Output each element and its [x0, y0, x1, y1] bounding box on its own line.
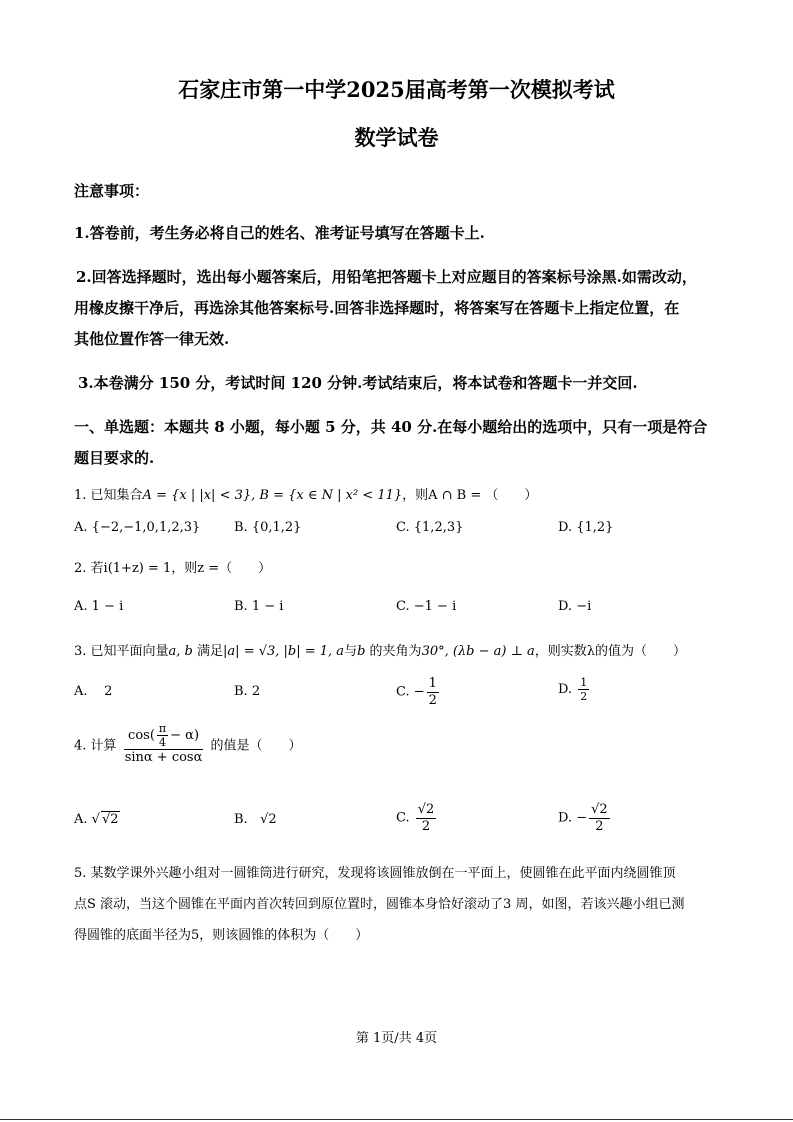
q2-option-c: C. −1 − i	[396, 599, 457, 614]
question-1-sets: A = {x | |x| < 3}, B = {x ∈ N | x² < 11}	[142, 488, 403, 503]
notice-item-1: 1.答卷前，考生务必将自己的姓名、准考证号填写在答题卡上.	[74, 224, 485, 242]
q2-option-a: A. 1 − i	[74, 599, 124, 614]
question-4: 4. 计算 cos( $\frac{\pi}{4}$ − α) sinα + cosα 的值是（ ）	[74, 722, 302, 766]
q1-option-a: A. {−2,−1,0,1,2,3}	[74, 520, 201, 535]
q4-expression: cos( $\frac{\pi}{4}$ − α) sinα + cosα	[124, 722, 203, 766]
q1-option-c: C. {1,2,3}	[396, 520, 464, 535]
exam-subtitle: 数学试卷	[354, 125, 439, 150]
q4-option-d: D. − $\frac{√2}{2}$	[558, 802, 608, 834]
q3-option-a: A. 2	[74, 684, 113, 699]
question-5-line-2: 点S 滚动，当这个圆锥在平面内首次转回到原位置时，圆锥本身恰好滚动了3 周，如图，若该兴趣小组已测	[74, 897, 685, 912]
q2-option-b: B. 1 − i	[234, 599, 284, 614]
question-5-line-3: 得圆锥的底面半径为5，则该圆锥的体积为（ ）	[74, 928, 369, 943]
question-1-prefix: 1. 已知集合	[74, 488, 143, 503]
notice-item-2-line-3: 其他位置作答一律无效.	[74, 330, 230, 348]
notice-item-2-line-1: 2.回答选择题时，选出每小题答案后，用铅笔把答题卡上对应题目的答案标号涂黑.如需改动，	[76, 268, 697, 286]
q3-option-b: B. 2	[234, 684, 261, 699]
notice-item-2-line-2: 用橡皮擦干净后，再选涂其他答案标号.回答非选择题时，将答案写在答题卡上指定位置，在	[74, 299, 680, 317]
q2-option-d: D. −i	[558, 599, 592, 614]
q3-option-d: D. $\frac{1}{2}$	[558, 676, 588, 704]
question-3: 3. 已知平面向量a, b 满足|a| = √3, |b| = 1, a与b 的夹角为30°, (λb − a) ⊥ a，则实数λ的值为（ ）	[74, 644, 686, 659]
question-2: 2. 若i(1+z) = 1，则z =（ ）	[74, 561, 272, 576]
q4-option-b: B. √2	[234, 812, 277, 827]
section-1-heading-line-1: 一、单选题：本题共 8 小题，每小题 5 分，共 40 分.在每小题给出的选项中，只有一项是符合	[74, 418, 708, 436]
question-1-suffix: ，则A ∩ B = （ ）	[402, 488, 538, 503]
notice-item-3: 3.本卷满分 150 分，考试时间 120 分钟.考试结束后，将本试卷和答题卡一并交回.	[78, 374, 638, 392]
q1-option-d: D. {1,2}	[558, 520, 614, 535]
q4-option-c: C. $\frac{√2}{2}$	[396, 802, 435, 834]
page-bottom-rule	[0, 1119, 793, 1120]
q4-option-a: A. √ √2	[74, 812, 119, 827]
section-1-heading-line-2: 题目要求的.	[74, 449, 155, 467]
exam-title: 石家庄市第一中学2025届高考第一次模拟考试	[178, 77, 615, 102]
question-1	[74, 484, 537, 503]
q1-option-b: B. {0,1,2}	[234, 520, 302, 535]
page-footer: 第 1页/共 4页	[355, 1031, 438, 1046]
question-5-line-1: 5. 某数学课外兴趣小组对一圆锥筒进行研究，发现将该圆锥放倒在一平面上，使圆锥在此平面内绕圆锥顶	[74, 866, 676, 881]
q3-option-c: C. − $\frac{1}{2}$	[396, 676, 437, 708]
notice-heading: 注意事项：	[74, 182, 150, 200]
